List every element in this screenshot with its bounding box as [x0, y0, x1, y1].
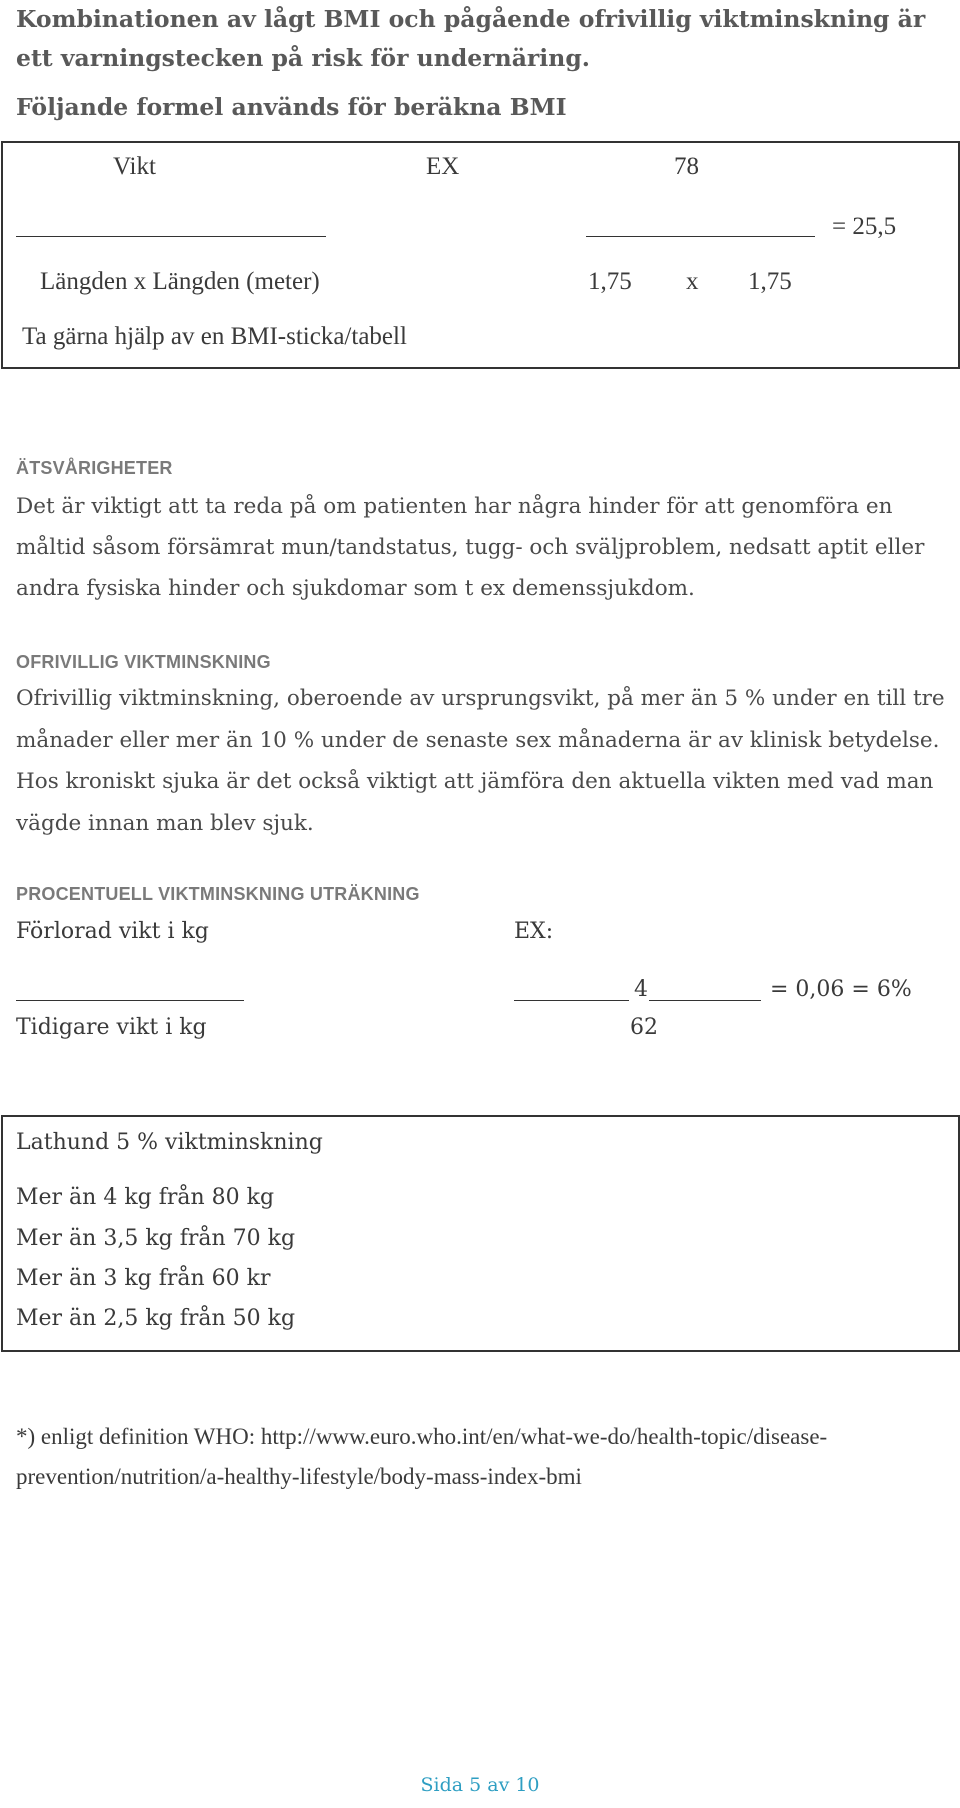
bmi-fraction-line-left [16, 236, 326, 237]
warning-text: Kombinationen av lågt BMI och pågående ofrivillig viktminskning är ett varningstecken på risk för undernäring. [16, 5, 926, 72]
bmi-height-b: 1,75 [748, 268, 792, 295]
percent-calc-heading: PROCENTUELL VIKTMINSKNING UTRÄKNING [16, 884, 420, 904]
percent-result: = 0,06 = 6% [770, 977, 912, 1002]
eating-paragraph: Det är viktigt att ta reda på om patienten har några hinder för att genomföra en måltid såsom försämrat mun/tandstatus, tugg- och sväljproblem, nedsatt aptit eller andra fysiska hinder och sjukdomar som t ex demenssjukdom. [16, 494, 925, 601]
percent-fraction-line-mid [514, 1000, 629, 1001]
bmi-result: = 25,5 [832, 213, 897, 240]
rule-item: Mer än 2,5 kg från 50 kg [16, 1306, 296, 1331]
bmi-numerator-label: Vikt [113, 153, 156, 180]
bmi-example-label: EX [426, 153, 460, 180]
percent-numerator-label: Förlorad vikt i kg [16, 919, 209, 944]
eating-heading: ÄTSVÅRIGHETER [16, 458, 173, 478]
who-footnote: *) enligt definition WHO: http://www.euro.who.int/en/what-we-do/health-topic/disease-prevention/nutrition/a-healthy-lifestyle/body-mass-index-bmi [16, 1424, 828, 1489]
bmi-height-a: 1,75 [588, 268, 632, 295]
percent-previous-value: 62 [630, 1015, 658, 1040]
rule-item: Mer än 3,5 kg från 70 kg [16, 1226, 296, 1251]
bmi-example-weight: 78 [674, 153, 699, 180]
percent-denominator-label: Tidigare vikt i kg [16, 1015, 207, 1040]
bmi-denominator-label: Längden x Längden (meter) [40, 268, 320, 295]
weightloss-heading: OFRIVILLIG VIKTMINSKNING [16, 652, 271, 672]
percent-example-label: EX: [514, 919, 554, 944]
page-number: Sida 5 av 10 [420, 1774, 540, 1796]
bmi-hint: Ta gärna hjälp av en BMI-sticka/tabell [22, 323, 407, 350]
percent-fraction-line-right [649, 1000, 761, 1001]
bmi-times-sign: x [686, 268, 699, 295]
weightloss-paragraph: Ofrivillig viktminskning, oberoende av ursprungsvikt, på mer än 5 % under en till tre månader eller mer än 10 % under de senaste sex månaderna är av klinisk betydelse. Hos kroniskt sjuka är det också viktigt att jämföra den aktuella vikten med vad man vägde innan man blev sjuk. [16, 686, 945, 836]
rule-item: Mer än 4 kg från 80 kg [16, 1185, 275, 1210]
percent-lost-value: 4 [634, 977, 648, 1002]
bmi-formula-title: Följande formel används för beräkna BMI [16, 93, 567, 121]
rule-box-title: Lathund 5 % viktminskning [16, 1130, 323, 1155]
rule-item: Mer än 3 kg från 60 kr [16, 1266, 271, 1291]
bmi-fraction-line-right [586, 236, 815, 237]
percent-fraction-line-left [16, 1000, 244, 1001]
